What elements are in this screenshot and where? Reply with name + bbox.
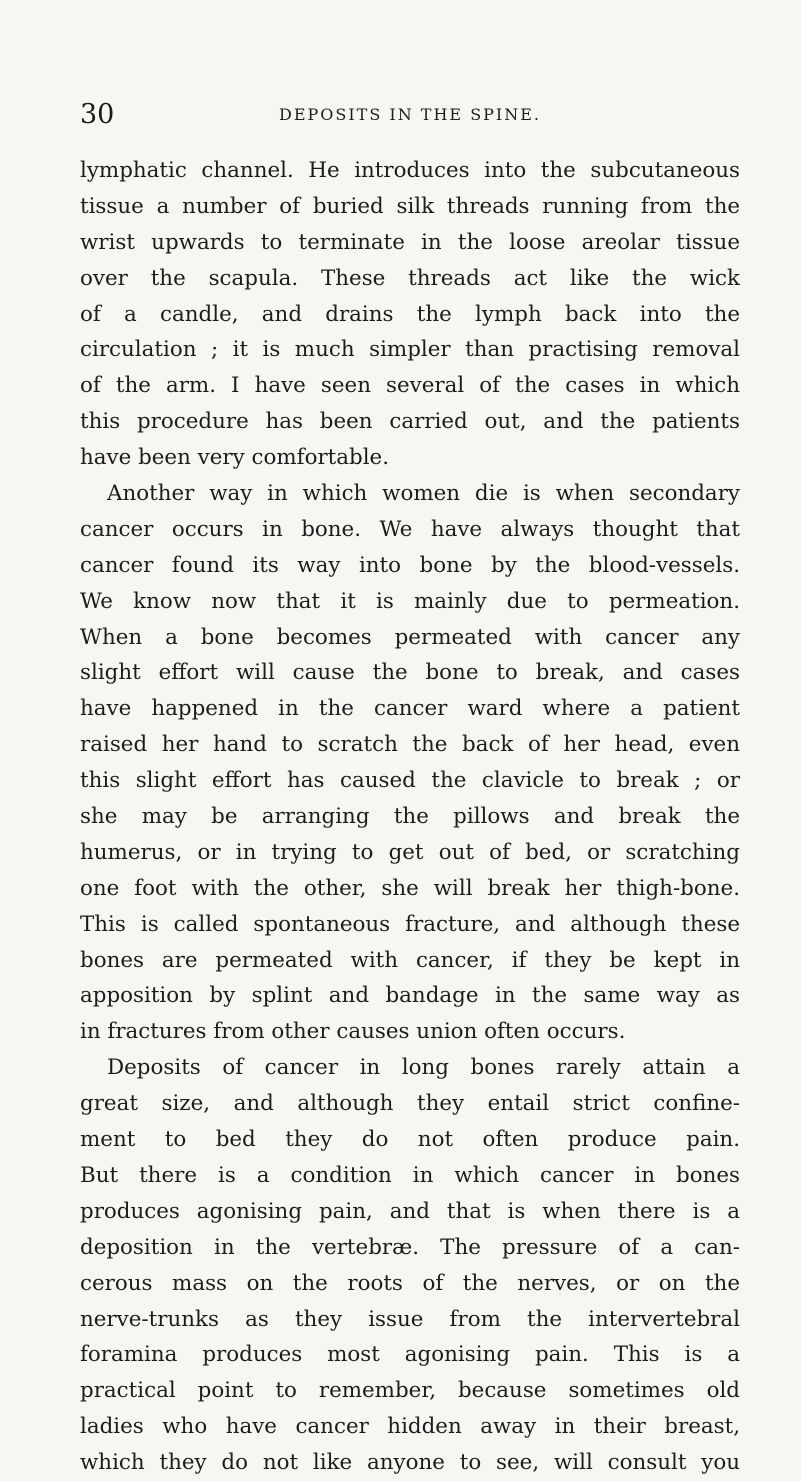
body-text: [80, 153, 740, 1481]
text-line: tissue a number of buried silk threads running from the: [80, 193, 740, 219]
text-line: humerus, or in trying to get out of bed, or scratching: [80, 839, 740, 865]
text-line: circulation ; it is much simpler than practising removal: [80, 337, 740, 363]
text-line: this procedure has been carried out, and the patients: [80, 409, 740, 435]
text-line: ladies who have cancer hidden away in their breast,: [80, 1414, 740, 1440]
text-line: which they do not like anyone to see, will consult you: [80, 1450, 740, 1476]
text-line: cerous mass on the roots of the nerves, or on the: [80, 1270, 740, 1296]
text-line: We know now that it is mainly due to permeation.: [80, 588, 740, 614]
page-header: [80, 95, 740, 135]
text-line: bones are permeated with cancer, if they be kept in: [80, 947, 740, 973]
running-title: DEPOSITS IN THE SPINE.: [279, 105, 541, 124]
text-line: she may be arranging the pillows and break the: [80, 804, 740, 830]
text-line: Deposits of cancer in long bones rarely attain a: [107, 1055, 740, 1081]
text-line: lymphatic channel. He introduces into the subcutaneous: [80, 158, 740, 183]
text-line: have happened in the cancer ward where a patient: [80, 696, 740, 722]
text-line: practical point to remember, because sometimes old: [80, 1378, 740, 1404]
text-line: great size, and although they entail strict confine-: [80, 1091, 740, 1117]
text-line: deposition in the vertebræ. The pressure of a can-: [80, 1234, 740, 1260]
text-line: of a candle, and drains the lymph back into the: [80, 301, 740, 327]
text-line: of the arm. I have seen several of the cases in which: [80, 373, 740, 399]
text-line: slight effort will cause the bone to break, and cases: [80, 660, 740, 686]
text-line: wrist upwards to terminate in the loose areolar tissue: [80, 229, 740, 255]
page-number: 30: [80, 99, 115, 130]
text-line: ment to bed they do not often produce pain.: [80, 1127, 740, 1153]
text-line: But there is a condition in which cancer in bones: [80, 1162, 740, 1188]
text-line: raised her hand to scratch the back of her head, even: [80, 732, 740, 758]
text-line: apposition by splint and bandage in the same way as: [80, 983, 740, 1009]
text-line: have been very comfortable.: [80, 445, 390, 471]
text-line: this slight effort has caused the clavicle to break ; or: [80, 768, 740, 794]
text-line: cancer occurs in bone. We have always thought that: [80, 516, 740, 542]
text-line: This is called spontaneous fracture, and although these: [80, 911, 740, 937]
text-line: foramina produces most agonising pain. This is a: [80, 1342, 740, 1368]
text-line: When a bone becomes permeated with cancer any: [80, 624, 740, 650]
text-line: cancer found its way into bone by the blood-vessels.: [80, 552, 740, 578]
text-line: produces agonising pain, and that is when there is a: [80, 1198, 740, 1224]
text-line: nerve-trunks as they issue from the intervertebral: [80, 1306, 740, 1332]
text-line: over the scapula. These threads act like the wick: [80, 265, 740, 291]
text-line: one foot with the other, she will break her thigh-bone.: [80, 875, 740, 901]
text-line: in fractures from other causes union often occurs.: [80, 1019, 626, 1045]
text-line: Another way in which women die is when secondary: [107, 481, 740, 507]
